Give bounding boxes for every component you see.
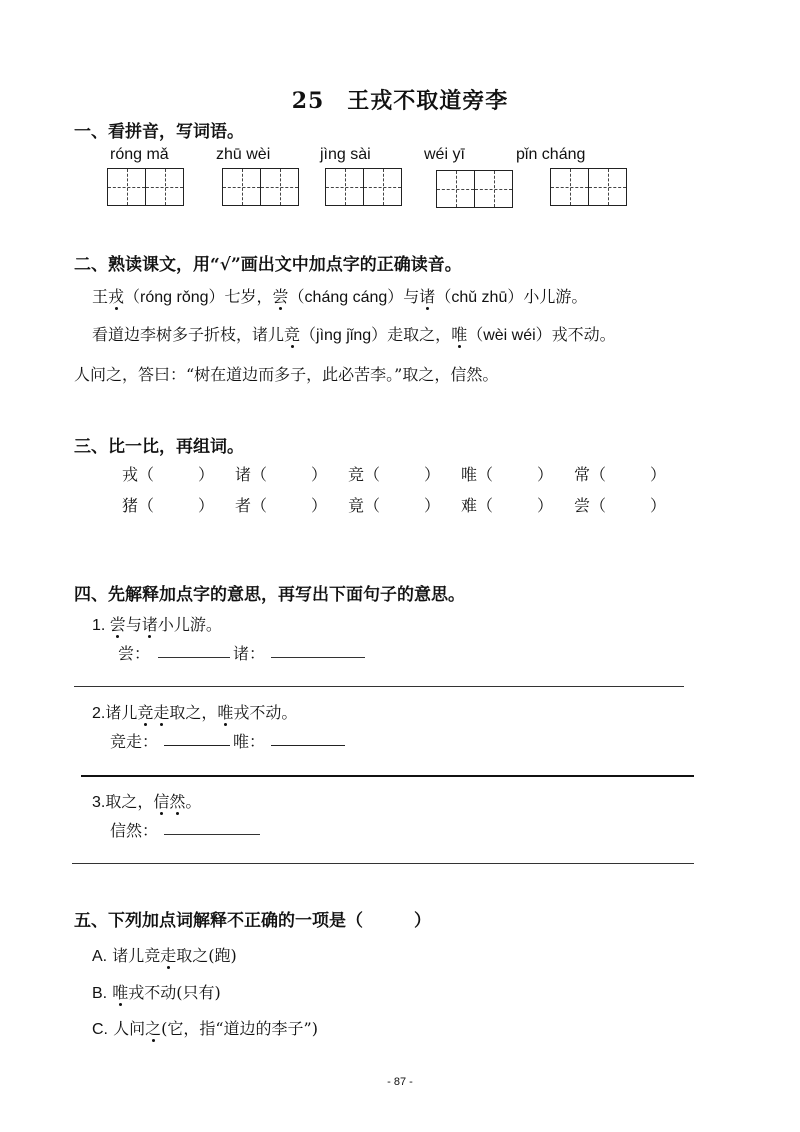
compare-item: 猪（ ） bbox=[122, 496, 215, 515]
answer-line[interactable] bbox=[72, 863, 694, 864]
writing-grid-1[interactable] bbox=[107, 168, 184, 206]
compare-item: 唯（ ） bbox=[461, 465, 554, 484]
pinyin-1: róng mǎ bbox=[110, 146, 169, 163]
writing-grid-5[interactable] bbox=[550, 168, 627, 206]
reading-line-3: 人问之，答曰：“树在道边而多子，此必苦李。”取之，信然。 bbox=[74, 365, 499, 384]
compare-item: 戎（ ） bbox=[122, 465, 215, 484]
answer-line[interactable] bbox=[74, 686, 684, 687]
writing-grid-2[interactable] bbox=[222, 168, 299, 206]
section-4-heading: 四、先解释加点字的意思，再写出下面句子的意思。 bbox=[74, 585, 465, 605]
option-c[interactable]: C. 人问之(它，指“道边的李子”) bbox=[92, 1019, 318, 1038]
answer-line[interactable] bbox=[158, 657, 230, 658]
compare-item: 竟（ ） bbox=[348, 496, 441, 515]
question-1: 1. 尝与诸小儿游。 bbox=[92, 615, 222, 634]
section-2-heading: 二、熟读课文，用“√”画出文中加点字的正确读音。 bbox=[74, 255, 462, 275]
answer-line[interactable] bbox=[81, 775, 694, 777]
option-a[interactable]: A. 诸儿竞走取之(跑) bbox=[92, 946, 237, 965]
reading-line-2: 看道边李树多子折枝，诸儿竞（jìng jǐng）走取之，唯（wèi wéi）戎不动。 bbox=[92, 325, 616, 344]
compare-row-1 bbox=[122, 462, 687, 485]
q1-label-chang: 尝： bbox=[118, 644, 151, 663]
pinyin-2: zhū wèi bbox=[216, 146, 271, 163]
pinyin-3: jìng sài bbox=[320, 146, 371, 163]
answer-line[interactable] bbox=[164, 834, 260, 835]
q2-label-wei: 唯： bbox=[233, 732, 266, 751]
writing-grid-4[interactable] bbox=[436, 170, 513, 208]
question-3: 3.取之，信然。 bbox=[92, 792, 202, 811]
pinyin-4: wéi yī bbox=[424, 146, 465, 163]
answer-line[interactable] bbox=[271, 657, 365, 658]
compare-item: 常（ ） bbox=[574, 465, 667, 484]
page-number: - 87 - bbox=[387, 1076, 413, 1088]
page-title: 25 王戎不取道旁李 bbox=[291, 88, 509, 114]
q3-label-xinran: 信然： bbox=[110, 821, 159, 840]
compare-row-2 bbox=[122, 493, 687, 516]
answer-line[interactable] bbox=[271, 745, 345, 746]
writing-grid-3[interactable] bbox=[325, 168, 402, 206]
compare-item: 难（ ） bbox=[461, 496, 554, 515]
answer-line[interactable] bbox=[164, 745, 230, 746]
option-b[interactable]: B. 唯戎不动(只有) bbox=[92, 983, 221, 1002]
pinyin-5: pǐn cháng bbox=[516, 146, 586, 163]
section-5-heading: 五、下列加点词解释不正确的一项是（ ） bbox=[74, 911, 431, 931]
question-2: 2.诸儿竞走取之，唯戎不动。 bbox=[92, 703, 298, 722]
section-3-heading: 三、比一比，再组词。 bbox=[74, 437, 244, 457]
reading-line-1: 王戎（róng rǒng）七岁，尝（cháng cáng）与诸（chǔ zhū）小儿游。 bbox=[92, 287, 588, 306]
compare-item: 者（ ） bbox=[235, 496, 328, 515]
q1-label-zhu: 诸： bbox=[233, 644, 266, 663]
section-1-heading: 一、看拼音，写词语。 bbox=[74, 122, 244, 142]
q2-label-jingzou: 竞走： bbox=[110, 732, 159, 751]
compare-item: 尝（ ） bbox=[574, 496, 667, 515]
compare-item: 诸（ ） bbox=[235, 465, 328, 484]
compare-item: 竞（ ） bbox=[348, 465, 441, 484]
